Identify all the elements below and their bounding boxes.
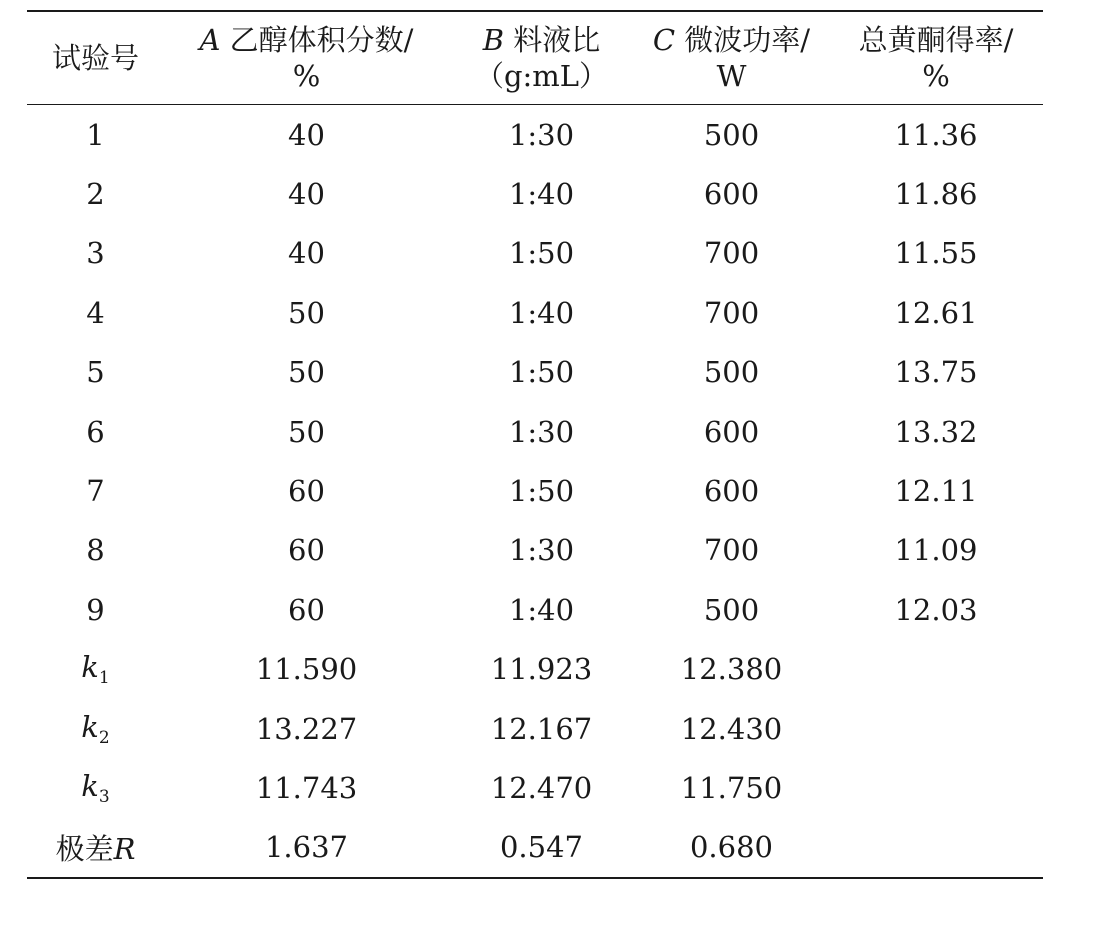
range-factor-c-cell: 0.680 [689,830,774,865]
k-factor-b-cell: 11.923 [490,652,593,687]
range-symbol: R [113,831,136,866]
factor-a-cell: 50 [288,295,325,330]
header-factor-b-line1 [449,22,634,58]
factor-a-symbol: A [199,23,221,57]
yield-cell: 11.36 [894,117,978,152]
yield-cell: 12.03 [894,592,978,627]
test-number-cell: 7 [86,474,105,509]
factor-b-cell: 1:40 [508,177,575,212]
k-factor-b-cell: 12.167 [490,711,593,746]
factor-b-cell: 1:40 [508,592,575,627]
k-symbol: k [81,768,99,803]
k-row [27,699,1043,758]
header-yield-unit: % [922,59,950,93]
test-number-cell: 8 [86,533,105,568]
factor-a-cell: 50 [288,355,325,390]
k-factor-b-cell: 12.470 [490,770,593,805]
orthogonal-test-table-container [27,10,1043,879]
table-row [27,283,1043,342]
factor-a-cell: 40 [288,236,325,271]
factor-a-cell: 60 [288,533,325,568]
factor-b-cell: 1:30 [508,414,575,449]
factor-b-title: 料液比 [504,23,601,57]
test-number-cell: 6 [86,414,105,449]
header-yield-line1: 总黄酮得率/ [858,23,1014,57]
table-row [27,164,1043,223]
k-subscript: 1 [98,668,110,689]
k-factor-c-cell: 12.380 [680,652,783,687]
range-label-cell [27,818,164,878]
header-factor-c-unit: W [716,59,747,93]
factor-a-cell: 40 [288,117,325,152]
yield-cell: 13.32 [894,414,978,449]
factor-a-title: 乙醇体积分数/ [220,23,414,57]
yield-cell: 12.61 [894,295,978,330]
factor-b-cell: 1:30 [508,117,575,152]
factor-b-cell: 1:50 [508,236,575,271]
header-test-number-label: 试验号 [51,41,139,75]
factor-b-cell: 1:40 [508,295,575,330]
header-factor-c [634,11,829,105]
yield-cell: 11.09 [894,533,978,568]
k-row [27,640,1043,699]
k-label-cell [27,699,164,758]
header-row [27,11,1043,105]
table-row [27,402,1043,461]
header-flavonoid-yield [829,11,1043,105]
factor-c-title: 微波功率/ [675,23,811,57]
header-factor-c-line1 [634,22,829,58]
k-factor-a-cell: 13.227 [255,711,358,746]
k-subscript: 3 [98,786,110,807]
empty-cell [829,640,1043,699]
yield-cell: 12.11 [894,474,978,509]
factor-c-cell: 500 [703,355,760,390]
table-header [27,11,1043,105]
factor-c-symbol: C [652,23,676,57]
k-factor-a-cell: 11.590 [255,652,358,687]
range-row [27,818,1043,878]
k-symbol: k [81,650,99,685]
k-label-cell [27,758,164,817]
empty-cell [829,818,1043,878]
k-factor-c-cell: 12.430 [680,711,783,746]
factor-b-symbol: B [482,23,505,57]
test-number-cell: 4 [86,295,105,330]
header-factor-a [164,11,449,105]
factor-c-cell: 500 [703,117,760,152]
k-factor-c-cell: 11.750 [680,770,783,805]
table-row [27,580,1043,639]
factor-c-cell: 600 [703,414,760,449]
factor-c-cell: 700 [703,295,760,330]
header-factor-b-unit: （g:mL） [474,59,609,93]
yield-cell: 11.86 [894,177,978,212]
table-row [27,461,1043,520]
k-row [27,758,1043,817]
factor-a-cell: 40 [288,177,325,212]
table-row [27,224,1043,283]
test-number-cell: 3 [86,236,105,271]
factor-c-cell: 500 [703,592,760,627]
orthogonal-test-table [27,10,1043,879]
yield-cell: 11.55 [894,236,978,271]
range-factor-a-cell: 1.637 [264,830,349,865]
factor-c-cell: 700 [703,533,760,568]
header-factor-b [449,11,634,105]
test-number-cell: 2 [86,177,105,212]
test-number-cell: 9 [86,592,105,627]
factor-b-cell: 1:50 [508,355,575,390]
empty-cell [829,758,1043,817]
factor-b-cell: 1:30 [508,533,575,568]
k-factor-a-cell: 11.743 [255,770,358,805]
yield-cell: 13.75 [894,355,978,390]
factor-a-cell: 60 [288,474,325,509]
k-symbol: k [81,709,99,744]
test-number-cell: 5 [86,355,105,390]
factor-a-cell: 50 [288,414,325,449]
table-body [27,105,1043,879]
empty-cell [829,699,1043,758]
table-row [27,521,1043,580]
header-factor-a-line1 [164,22,449,58]
range-factor-b-cell: 0.547 [499,830,584,865]
test-number-cell: 1 [86,117,105,152]
k-subscript: 2 [98,727,110,748]
factor-c-cell: 700 [703,236,760,271]
header-factor-a-unit: % [292,59,321,93]
header-test-number [27,11,164,105]
range-label-text: 极差 [55,831,114,866]
table-row [27,105,1043,165]
factor-b-cell: 1:50 [508,474,575,509]
factor-c-cell: 600 [703,177,760,212]
factor-c-cell: 600 [703,474,760,509]
factor-a-cell: 60 [288,592,325,627]
table-row [27,343,1043,402]
k-label-cell [27,640,164,699]
